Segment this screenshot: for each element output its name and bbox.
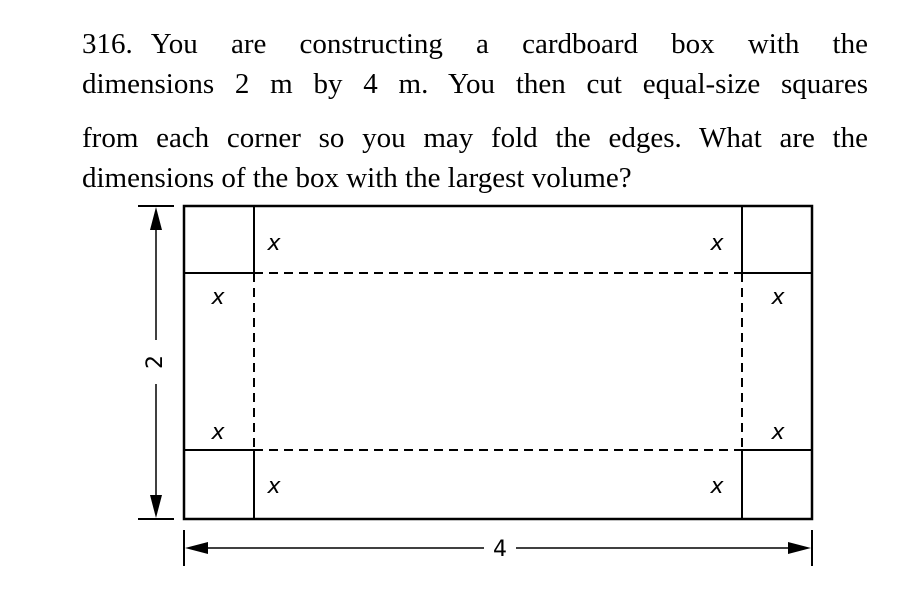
cut-label-bottom-left: x <box>267 474 281 499</box>
width-arrow-left <box>185 542 208 554</box>
height-arrow-down <box>150 495 162 518</box>
cut-label-bottom-right: x <box>710 474 724 499</box>
height-dimension <box>138 206 174 519</box>
cut-label-top-right: x <box>710 231 724 256</box>
height-arrow-up <box>150 207 162 230</box>
width-arrow-right <box>788 542 811 554</box>
cut-label-right-lower: x <box>771 420 785 445</box>
cut-label-left-upper: x <box>211 285 225 310</box>
cut-label-top-left: x <box>267 231 281 256</box>
width-dimension <box>184 530 812 566</box>
problem-number: 316. <box>82 28 133 60</box>
problem-line-4: dimensions of the box with the largest volume? <box>82 162 632 194</box>
problem-line-2: dimensions 2 m by 4 m. You then cut equal-size squares <box>82 68 868 100</box>
problem-line-1: 316. You are constructing a cardboard box with the <box>82 28 868 60</box>
height-label: 2 <box>143 355 168 369</box>
cut-label-left-lower: x <box>211 420 225 445</box>
cut-label-right-upper: x <box>771 285 785 310</box>
problem-line-3: from each corner so you may fold the edges. What are the <box>82 122 868 154</box>
width-label: 4 <box>493 537 507 562</box>
